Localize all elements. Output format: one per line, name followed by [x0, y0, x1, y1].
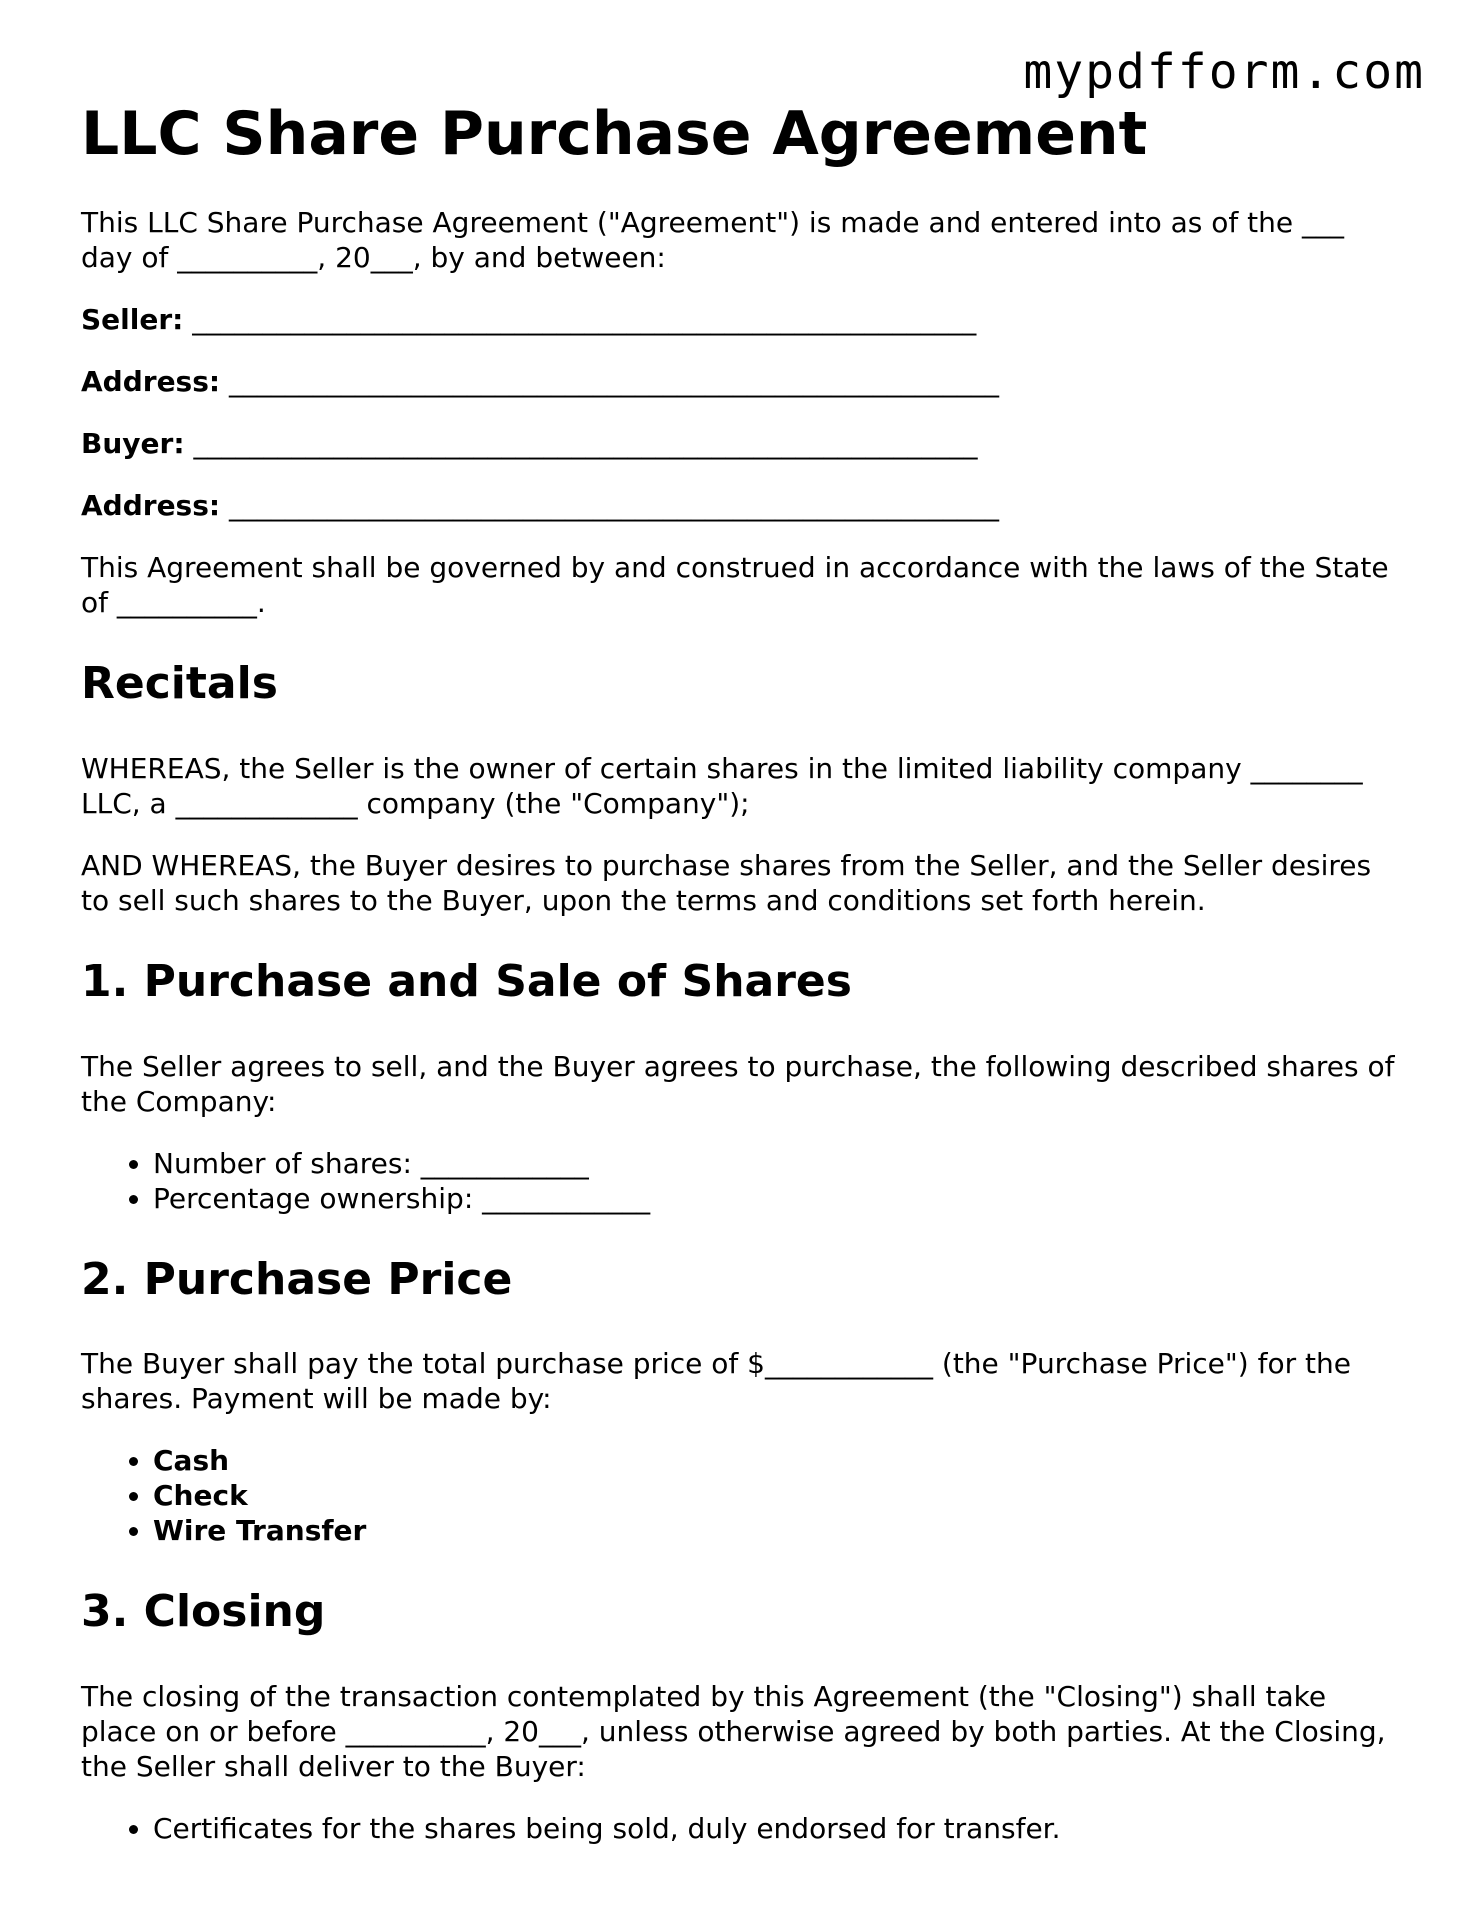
party-buyer — [81, 426, 1401, 461]
section-2-text: The Buyer shall pay the total purchase price of $____________ (the "Purchase Price") for the shares. Payment will be made by: — [81, 1347, 1351, 1416]
party-label: Buyer: — [81, 427, 185, 460]
party-label: Address: — [81, 365, 221, 398]
list-item: • Check — [153, 1478, 1401, 1513]
party-label: Address: — [81, 489, 221, 522]
seller-address-blank[interactable]: _______________________________________________________ — [229, 365, 999, 398]
list-item: • Number of shares: ____________ — [153, 1146, 1401, 1181]
party-seller — [81, 302, 1401, 337]
list-item: • Wire Transfer — [153, 1513, 1401, 1548]
list-item: • Cash — [153, 1443, 1401, 1478]
document-page — [81, 100, 1401, 1873]
watermark: mypdfform.com — [1023, 44, 1425, 100]
section-3-heading: 3. Closing — [81, 1586, 326, 1638]
governing-law-paragraph: This Agreement shall be governed by and construed in accordance with the laws of the State of __________. — [81, 551, 1389, 619]
section-3-text: The closing of the transaction contemplated by this Agreement (the "Closing") shall take place on or before __________, 20___, unless otherwise agreed by both parties. At the Closing, the Seller shall deliver to the Buyer: — [81, 1680, 1386, 1784]
document-title: LLC Share Purchase Agreement — [81, 99, 1148, 169]
buyer-blank[interactable]: ________________________________________________________ — [193, 427, 978, 460]
section-1-heading: 1. Purchase and Sale of Shares — [81, 955, 852, 1007]
buyer-address-blank[interactable]: _______________________________________________________ — [229, 489, 999, 522]
list-item: • Percentage ownership: ____________ — [153, 1181, 1401, 1216]
section-2-heading: 2. Purchase Price — [81, 1253, 513, 1305]
recitals-paragraph-1: WHEREAS, the Seller is the owner of certain shares in the limited liability company ________ LLC, a _____________ company (the "Company"); — [81, 751, 1363, 820]
party-seller-address — [81, 364, 1401, 399]
payment-method-list — [81, 1443, 1401, 1548]
recitals-heading: Recitals — [81, 658, 278, 709]
section-1-text: The Seller agrees to sell, and the Buyer agrees to purchase, the following described shares of the Company: — [81, 1049, 1395, 1118]
recitals-paragraph-2: AND WHEREAS, the Buyer desires to purchase shares from the Seller, and the Seller desires to sell such shares to the Buyer, upon the terms and conditions set forth herein. — [81, 848, 1372, 917]
party-buyer-address — [81, 488, 1401, 523]
section-1-list — [81, 1146, 1401, 1216]
intro-paragraph: This LLC Share Purchase Agreement ("Agreement") is made and entered into as of the ___ day of __________, 20___, by and between: — [81, 206, 1345, 274]
party-label: Seller: — [81, 303, 184, 336]
seller-blank[interactable]: ________________________________________________________ — [192, 303, 977, 336]
list-item: • Certificates for the shares being sold, duly endorsed for transfer. — [153, 1811, 1401, 1846]
section-3-list — [81, 1811, 1401, 1846]
